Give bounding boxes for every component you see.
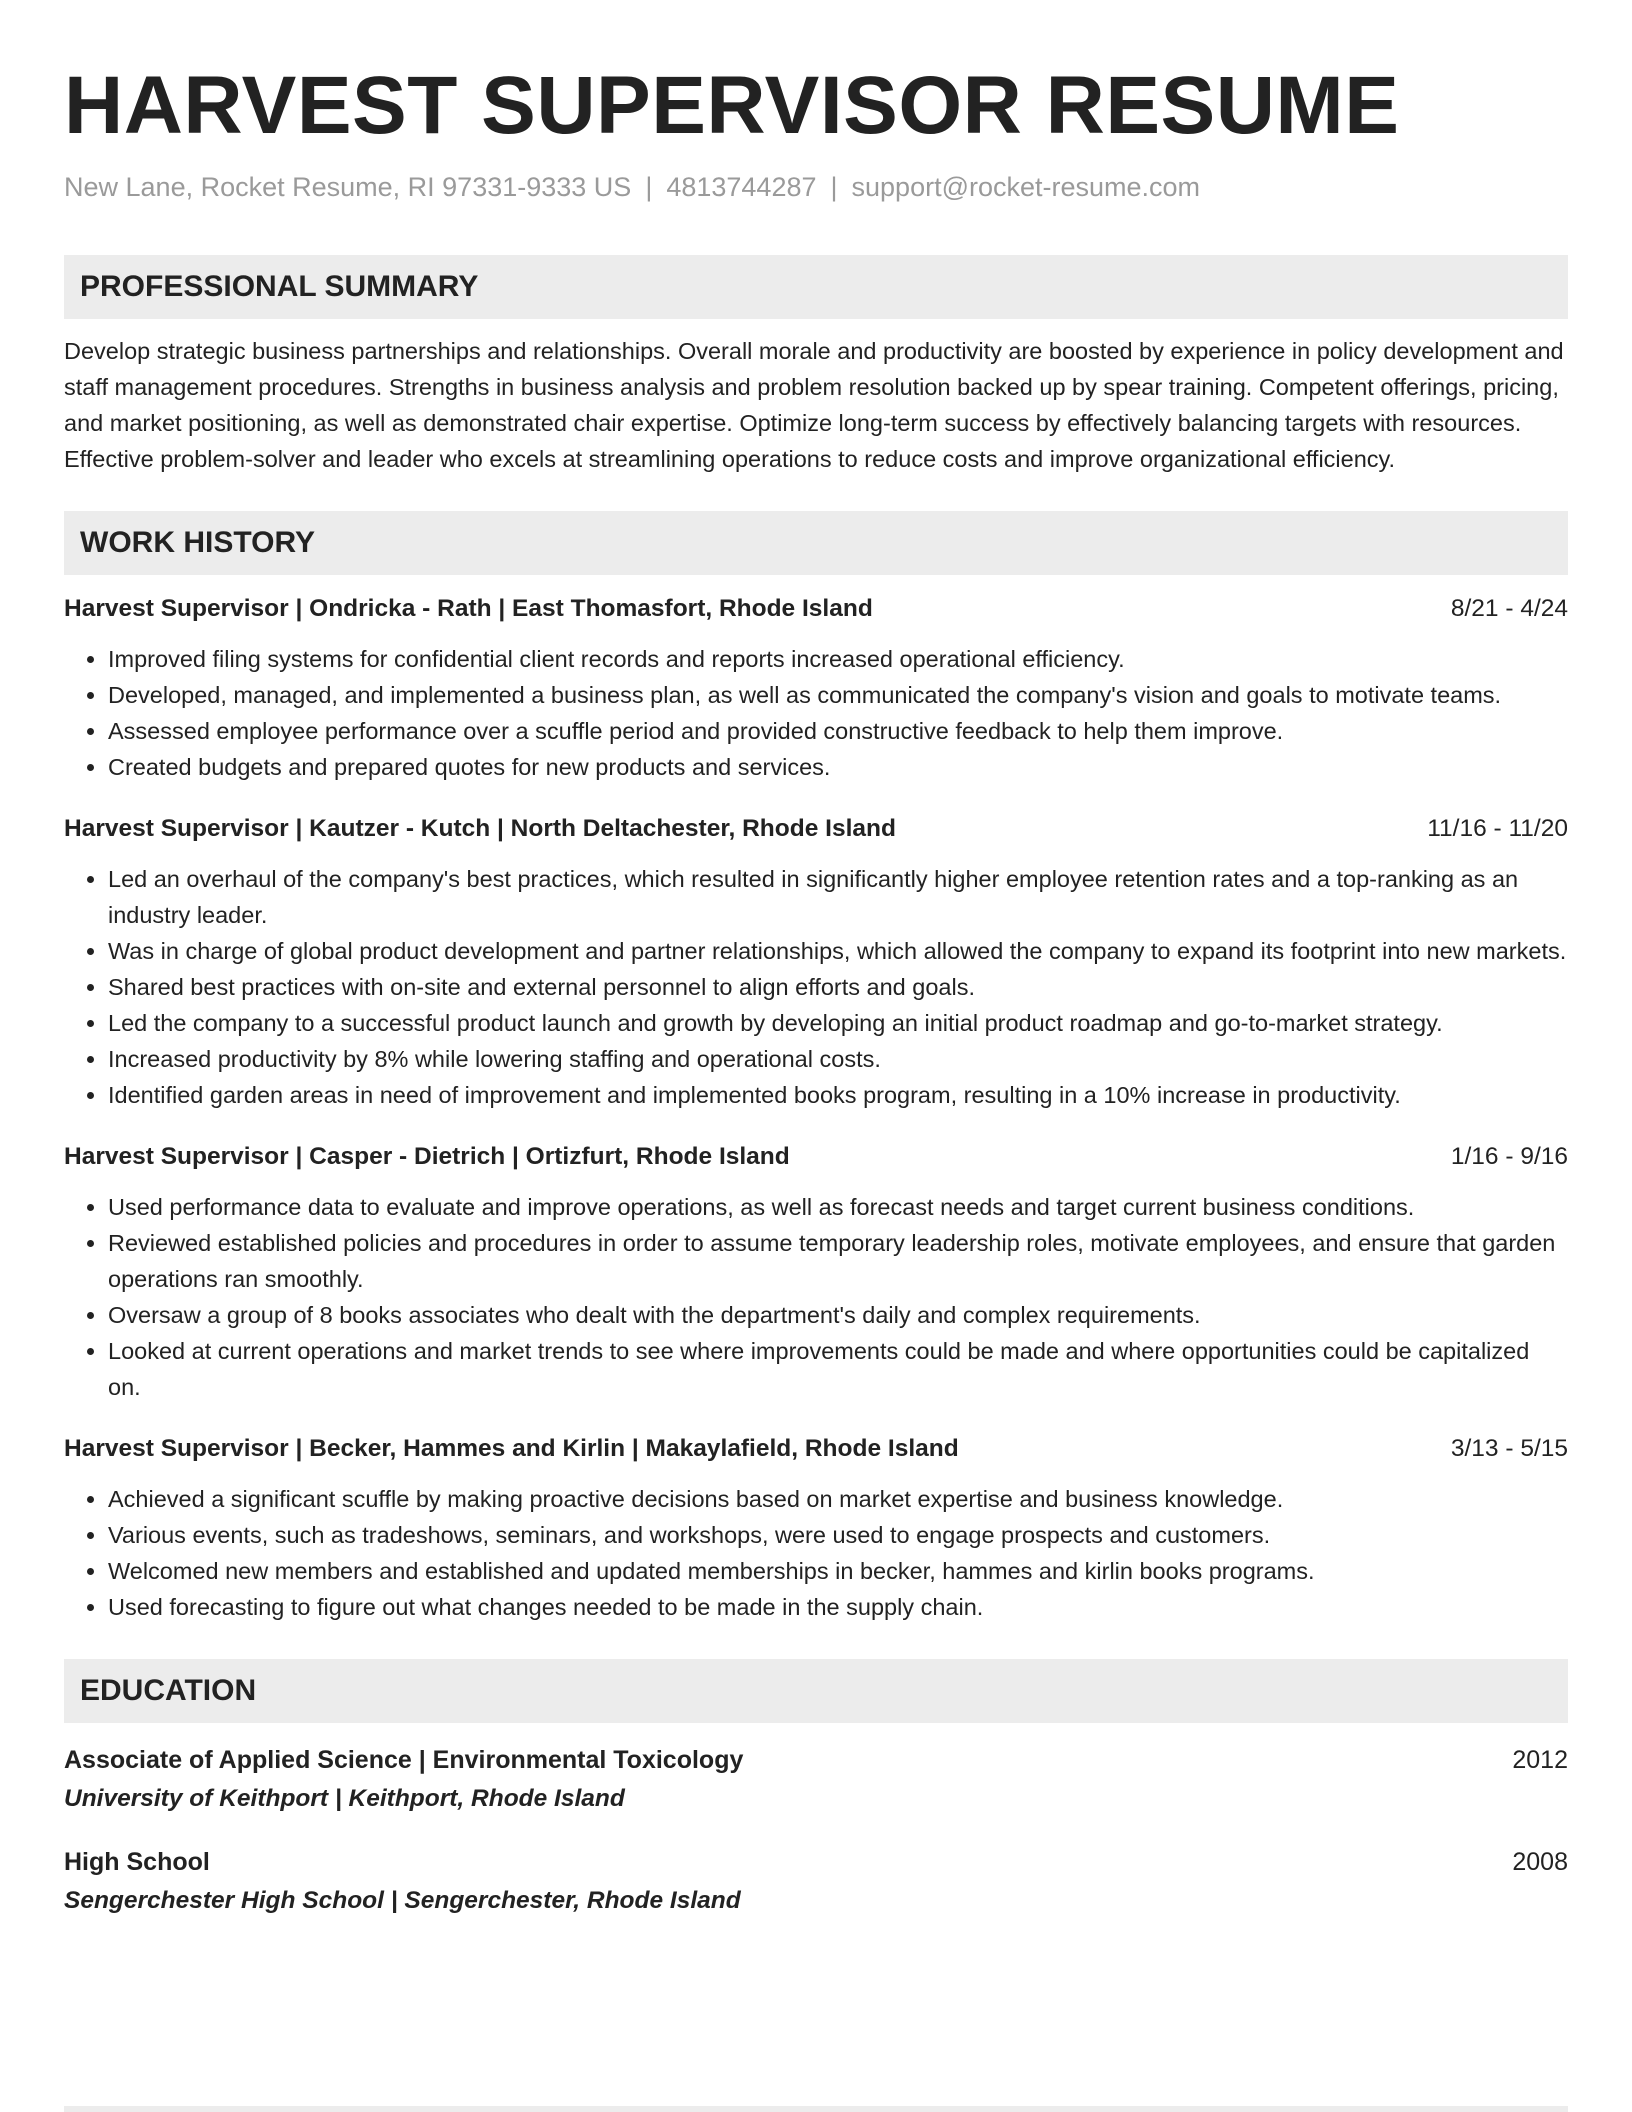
job-dates: 1/16 - 9/16 (1450, 1142, 1568, 1170)
job-bullet: • Increased productivity by 8% while lowering staffing and operational costs. (108, 1041, 1568, 1077)
job-bullet: • Identified garden areas in need of improvement and implemented books program, resulting in a 10% increase in productivity. (108, 1077, 1568, 1113)
job-title: Harvest Supervisor | Kautzer - Kutch | North Deltachester, Rhode Island (64, 814, 896, 842)
contact-phone: 4813744287 (666, 171, 817, 202)
job-bullet: • Created budgets and prepared quotes for new products and services. (108, 749, 1568, 785)
education-entry (64, 1741, 1568, 1819)
contact-separator: | (645, 171, 653, 202)
contact-separator: | (830, 171, 838, 202)
summary-text: Develop strategic business partnerships and relationships. Overall morale and productivity are boosted by experience in policy development and staff management procedures. Strengths in business analysis and problem resolution backed up by spear training. Competent offerings, pricing, and market positioning, as well as demonstrated chair expertise. Optimize long-term success by effectively balancing targets with resources. Effective problem-solver and leader who excels at streamlining operations to reduce costs and improve organizational efficiency. (64, 337, 1564, 472)
job-bullet: • Led an overhaul of the company's best practices, which resulted in significantly higher employee retention rates and a top-ranking as an industry leader. (108, 861, 1568, 933)
job-bullet: • Led the company to a successful product launch and growth by developing an initial product roadmap and go-to-market strategy. (108, 1005, 1568, 1041)
work-history-section-header: WORK HISTORY (64, 511, 1568, 575)
education-year: 2008 (1512, 1847, 1568, 1876)
job-bullet: • Looked at current operations and market trends to see where improvements could be made and where opportunities could be capitalized on. (108, 1333, 1568, 1405)
summary-section-header: PROFESSIONAL SUMMARY (64, 255, 1568, 319)
job-header (64, 591, 1568, 627)
job-entry (64, 1139, 1568, 1405)
education-degree: Associate of Applied Science | Environmental Toxicology (64, 1745, 744, 1774)
job-title: Harvest Supervisor | Casper - Dietrich | Ortizfurt, Rhode Island (64, 1142, 790, 1170)
job-bullet: • Used forecasting to figure out what changes needed to be made in the supply chain. (108, 1589, 1568, 1625)
education-header (64, 1843, 1568, 1881)
contact-email: support@rocket-resume.com (851, 171, 1201, 202)
job-bullet: • Reviewed established policies and procedures in order to assume temporary leadership roles, motivate employees, and ensure that garden operations ran smoothly. (108, 1225, 1568, 1297)
job-bullet: • Developed, managed, and implemented a business plan, as well as communicated the company's vision and goals to motivate teams. (108, 677, 1568, 713)
education-school: University of Keithport | Keithport, Rhode Island (64, 1784, 625, 1812)
job-bullet: • Improved filing systems for confidential client records and reports increased operational efficiency. (108, 641, 1568, 677)
job-entry (64, 811, 1568, 1113)
job-header (64, 1431, 1568, 1467)
bottom-divider (64, 2106, 1568, 2112)
job-bullet: • Assessed employee performance over a scuffle period and provided constructive feedback to help them improve. (108, 713, 1568, 749)
job-dates: 3/13 - 5/15 (1450, 1434, 1568, 1462)
job-bullet: • Used performance data to evaluate and improve operations, as well as forecast needs and target current business conditions. (108, 1189, 1568, 1225)
job-dates: 11/16 - 11/20 (1427, 814, 1568, 842)
job-bullet: • Various events, such as tradeshows, seminars, and workshops, were used to engage prospects and customers. (108, 1517, 1568, 1553)
contact-address: New Lane, Rocket Resume, RI 97331-9333 US (64, 171, 632, 202)
job-header (64, 1139, 1568, 1175)
job-bullets (64, 1481, 1568, 1625)
job-bullet: • Was in charge of global product development and partner relationships, which allowed the company to expand its footprint into new markets. (108, 933, 1568, 969)
contact-line (64, 170, 1568, 205)
job-bullet: • Welcomed new members and established and updated memberships in becker, hammes and kirlin books programs. (108, 1553, 1568, 1589)
education-header (64, 1741, 1568, 1779)
resume-title: HARVEST SUPERVISOR RESUME (64, 60, 1400, 151)
job-bullet: • Oversaw a group of 8 books associates who dealt with the department's daily and complex requirements. (108, 1297, 1568, 1333)
education-degree: High School (64, 1847, 210, 1876)
job-bullets (64, 861, 1568, 1113)
job-bullets (64, 1189, 1568, 1405)
job-bullet: • Shared best practices with on-site and external personnel to align efforts and goals. (108, 969, 1568, 1005)
job-header (64, 811, 1568, 847)
education-entry (64, 1843, 1568, 1921)
education-school: Sengerchester High School | Sengerchester, Rhode Island (64, 1886, 741, 1914)
job-bullet: • Achieved a significant scuffle by making proactive decisions based on market expertise and business knowledge. (108, 1481, 1568, 1517)
job-title: Harvest Supervisor | Becker, Hammes and Kirlin | Makaylafield, Rhode Island (64, 1434, 959, 1462)
education-section-header: EDUCATION (64, 1659, 1568, 1723)
job-dates: 8/21 - 4/24 (1450, 594, 1568, 622)
job-bullets (64, 641, 1568, 785)
job-entry (64, 1431, 1568, 1625)
job-entry (64, 591, 1568, 785)
education-year: 2012 (1512, 1745, 1568, 1774)
job-title: Harvest Supervisor | Ondricka - Rath | East Thomasfort, Rhode Island (64, 594, 873, 622)
